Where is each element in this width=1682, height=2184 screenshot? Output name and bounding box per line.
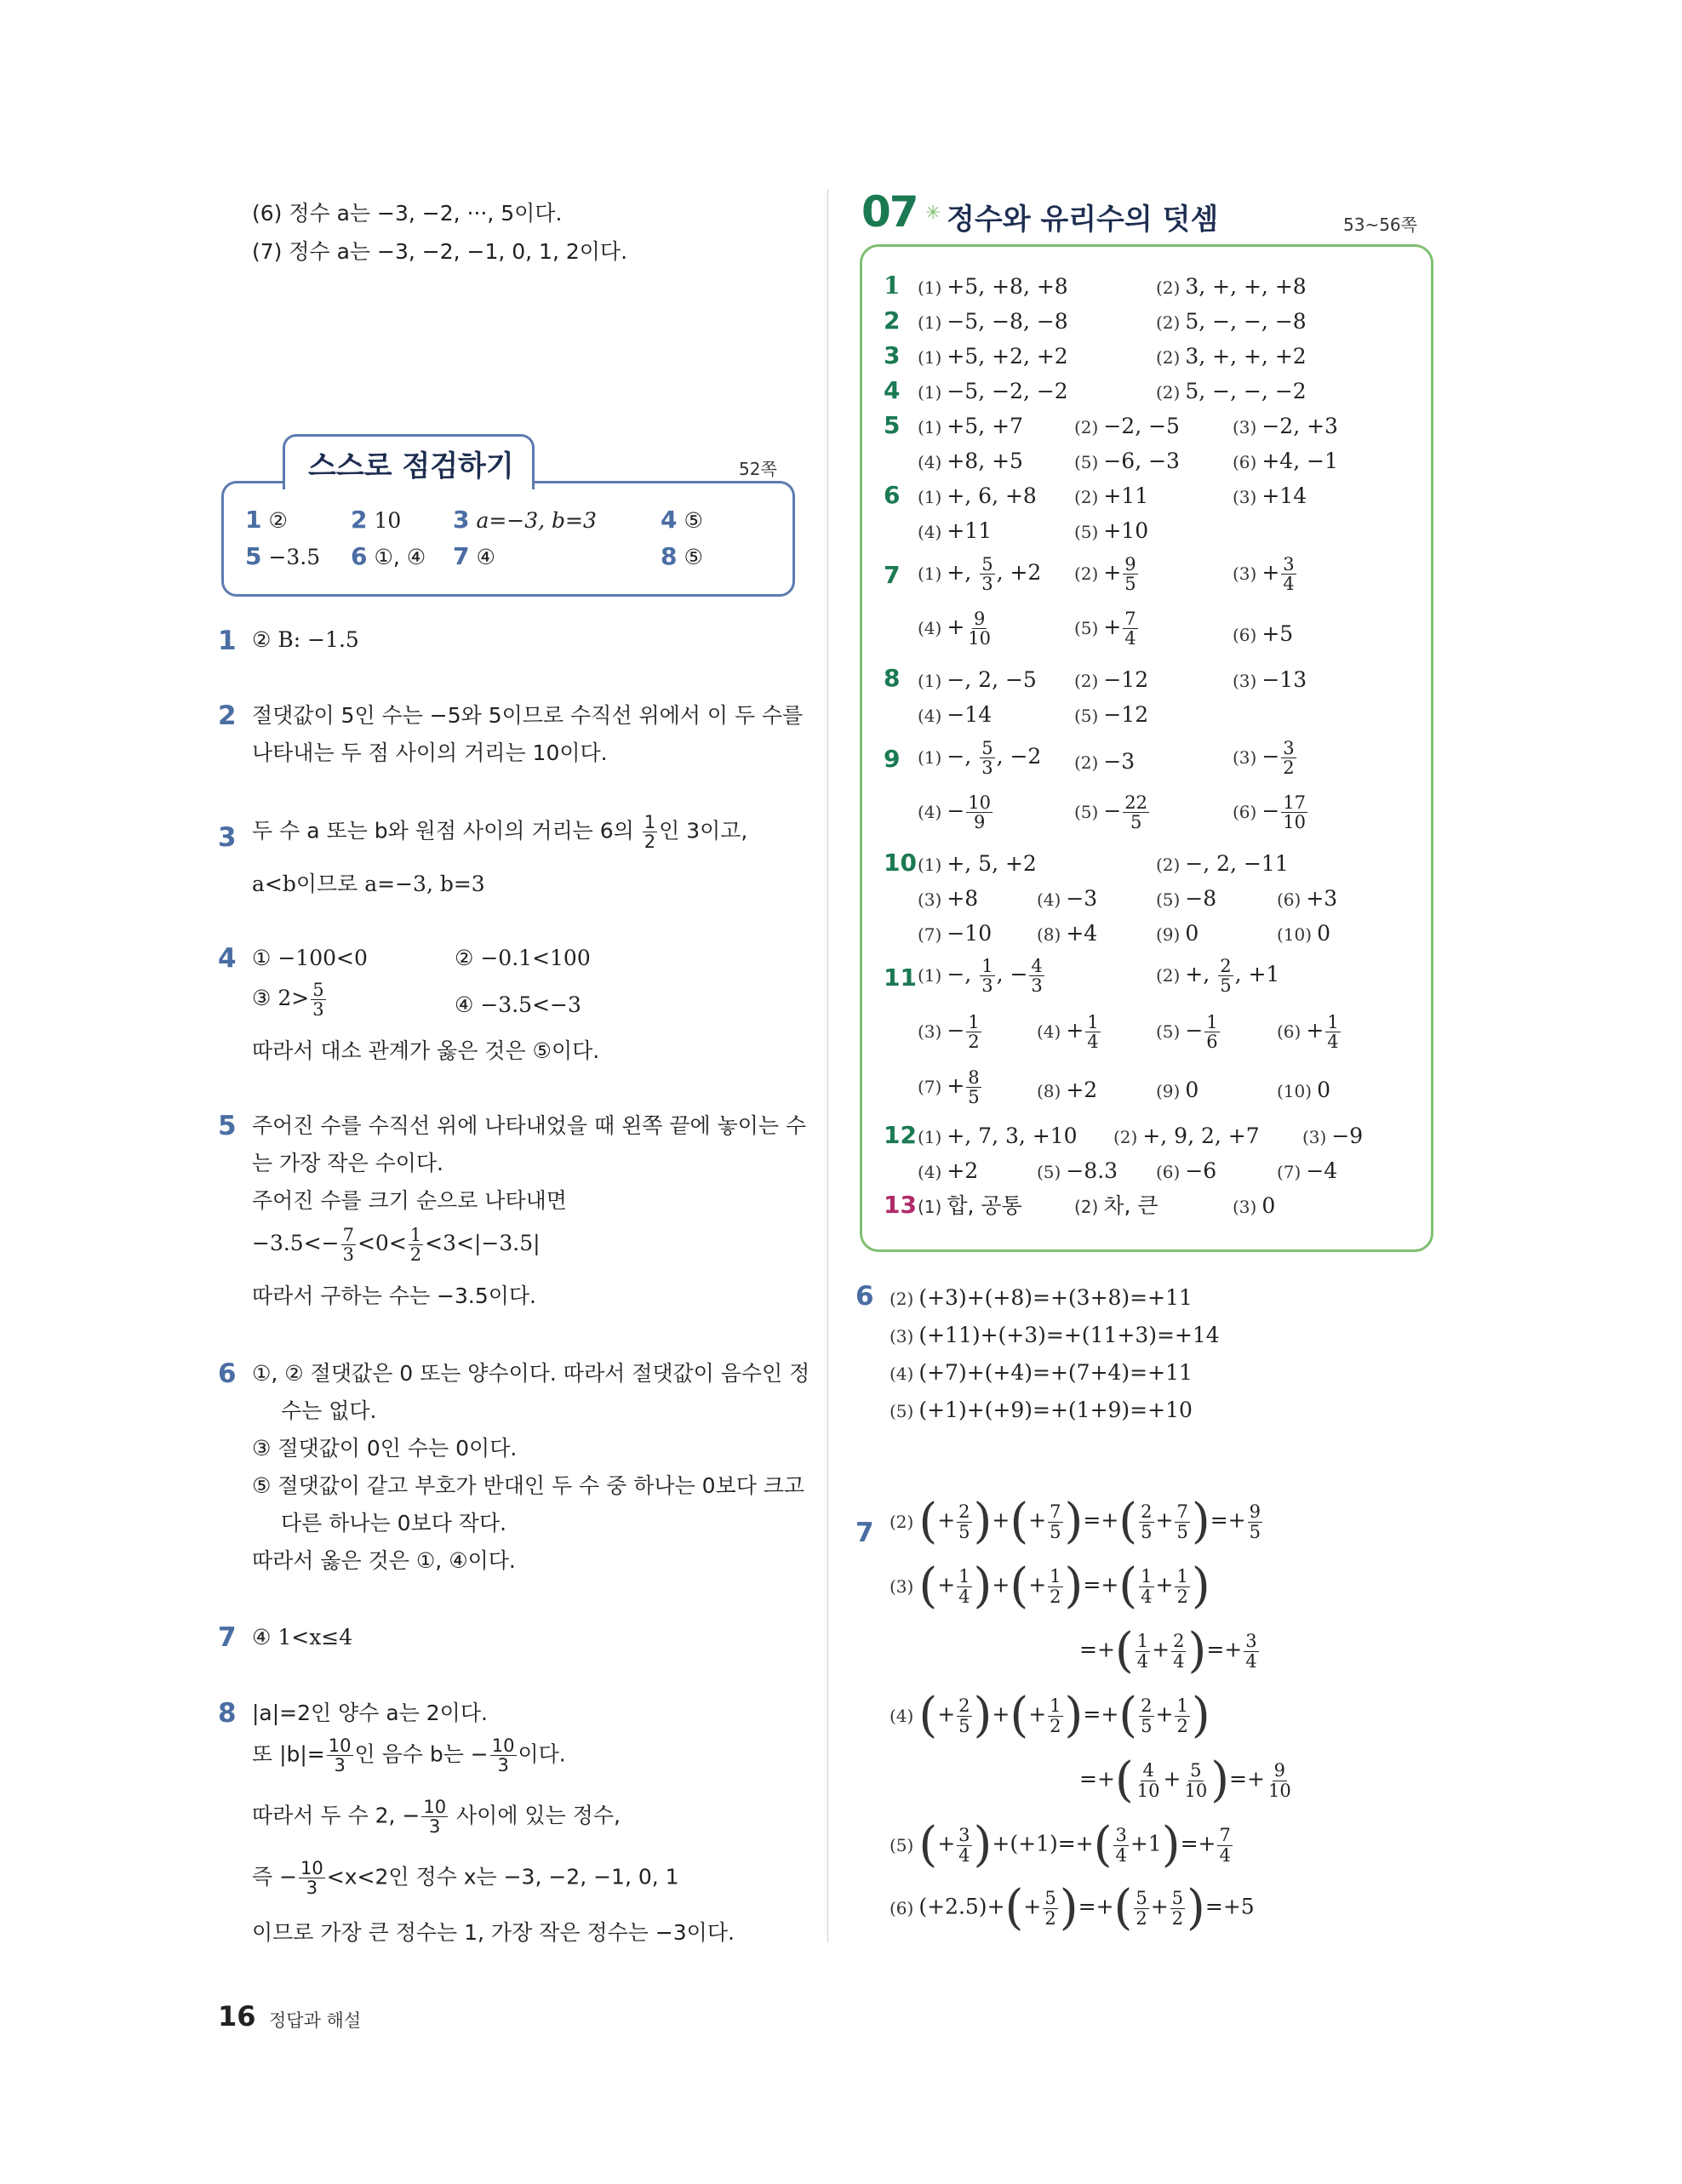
solution-text: 주어진 수를 크기 순으로 나타내면 bbox=[252, 1188, 567, 1213]
answer-item: (2) −3 bbox=[1074, 749, 1136, 774]
answer-item: (5) −6, −3 bbox=[1074, 449, 1180, 473]
answer-item: (6) −6 bbox=[1156, 1158, 1217, 1183]
top-line-7: (7) 정수 a는 −3, −2, −1, 0, 1, 2이다. bbox=[252, 239, 628, 264]
answer-item: (4) −3 bbox=[1037, 886, 1098, 911]
answer-item: (2) 3, +, +, +8 bbox=[1156, 274, 1307, 299]
solution-number: 7 bbox=[218, 1622, 237, 1653]
answer-item: (3) 0 bbox=[1233, 1193, 1276, 1218]
answer-item: (2) 3, +, +, +2 bbox=[1156, 344, 1307, 369]
answer-item: (3) −9 bbox=[1302, 1123, 1364, 1148]
check-answer: 8 ⑤ bbox=[661, 542, 703, 570]
solution-text: 또 |b|= $\frac{10}{3}$ 인 음수 b는 − $\frac{10}{3}$ 이다. bbox=[252, 1735, 566, 1776]
answer-item: (1) +5, +8, +8 bbox=[918, 274, 1068, 299]
equation-line: (6) (+2.5)+(+ $\frac{5}{2}$ )=+( $\frac{5}{2}$ + $\frac{5}{2}$ )=+5 bbox=[890, 1880, 1255, 1935]
solution-text: 따라서 두 수 2, − $\frac{10}{3}$ 사이에 있는 정수, bbox=[252, 1797, 621, 1838]
solution-text: 수는 없다. bbox=[281, 1398, 377, 1423]
solution-text: ④ 1<x≤4 bbox=[252, 1625, 353, 1649]
answer-item: (2) +, 9, 2, +7 bbox=[1113, 1123, 1260, 1148]
solution-text: (3) (+11)+(+3)=+(11+3)=+14 bbox=[890, 1323, 1220, 1347]
solution-text: 절댓값이 5인 수는 −5와 5이므로 수직선 위에서 이 두 수를 bbox=[252, 703, 804, 728]
solution-text: 즉 − $\frac{10}{3}$ <x<2인 정수 x는 −3, −2, −1, 0, 1 bbox=[252, 1858, 679, 1899]
solution-number: 3 bbox=[218, 822, 237, 853]
answer-item: (10) 0 bbox=[1277, 1078, 1330, 1102]
answer-item: (1) −5, −2, −2 bbox=[918, 379, 1068, 403]
solution-text: 따라서 구하는 수는 −3.5이다. bbox=[252, 1284, 536, 1308]
answer-item: (6) +4, −1 bbox=[1233, 449, 1338, 473]
answer-row-2: 2 bbox=[884, 306, 901, 334]
equation-line: (5) (+ $\frac{3}{4}$ )+(+1)=+( $\frac{3}{4}$ +1)=+ $\frac{7}{4}$ bbox=[890, 1817, 1231, 1872]
solution-number: 7 bbox=[855, 1518, 874, 1548]
answer-item: (4) + $\frac{9}{10}$ bbox=[918, 609, 992, 649]
answer-item: (5) − $\frac{1}{6}$ bbox=[1156, 1012, 1218, 1053]
answer-row-3: 3 bbox=[884, 341, 901, 369]
solution-text: 다른 하나는 0보다 작다. bbox=[281, 1511, 507, 1535]
answer-item: (8) +2 bbox=[1037, 1078, 1098, 1102]
answer-row-10: 10 bbox=[884, 849, 917, 877]
equation-line: (3) (+ $\frac{1}{4}$ )+(+ $\frac{1}{2}$ )=+( $\frac{1}{4}$ + $\frac{1}{2}$ ) bbox=[890, 1558, 1210, 1614]
section-title: 정수와 유리수의 덧셈 bbox=[947, 203, 1219, 237]
answer-item: (3) +8 bbox=[918, 886, 979, 911]
answer-item: (3) − $\frac{1}{2}$ bbox=[918, 1012, 980, 1053]
solution-text: |a|=2인 양수 a는 2이다. bbox=[252, 1701, 488, 1725]
answer-item: (1) −, $\frac{1}{3}$ , − $\frac{4}{3}$ bbox=[918, 956, 1043, 997]
solution-text: (2) (+3)+(+8)=+(3+8)=+11 bbox=[890, 1285, 1193, 1310]
solution-text: 이므로 가장 큰 정수는 1, 가장 작은 정수는 −3이다. bbox=[252, 1920, 735, 1945]
answer-item: (3) −2, +3 bbox=[1233, 414, 1338, 438]
solution-text: ④ −3.5<−3 bbox=[455, 992, 581, 1017]
solution-text: ⑤ 절댓값이 같고 부호가 반대인 두 수 중 하나는 0보다 크고 bbox=[252, 1473, 805, 1498]
answer-item: (5) −8 bbox=[1156, 886, 1217, 911]
equation-line: (2) (+ $\frac{2}{5}$ )+(+ $\frac{7}{5}$ )=+( $\frac{2}{5}$ + $\frac{7}{5}$ )=+ $\frac{9}{5}$ bbox=[890, 1494, 1261, 1549]
answer-item: (5) +10 bbox=[1074, 518, 1149, 543]
answer-item: (4) + $\frac{1}{4}$ bbox=[1037, 1012, 1099, 1053]
solution-text: ③ 2> $\frac{5}{3}$ bbox=[252, 980, 324, 1021]
answer-row-5: 5 bbox=[884, 411, 901, 439]
check-answer: 4 ⑤ bbox=[661, 506, 703, 534]
answer-item: (2) +, $\frac{2}{5}$ , +1 bbox=[1156, 956, 1280, 997]
answer-row-11: 11 bbox=[884, 963, 917, 992]
answer-item: (9) 0 bbox=[1156, 921, 1199, 946]
footer-label: 정답과 해설 bbox=[269, 2010, 362, 2031]
answer-item: (2) 5, −, −, −8 bbox=[1156, 309, 1307, 334]
self-check-box bbox=[221, 481, 795, 597]
top-line-6: (6) 정수 a는 −3, −2, ···, 5이다. bbox=[252, 201, 563, 226]
solution-number: 8 bbox=[218, 1698, 237, 1729]
solution-number: 1 bbox=[218, 626, 237, 656]
answer-item: (2) + $\frac{9}{5}$ bbox=[1074, 554, 1136, 595]
answer-item: (1) +, 6, +8 bbox=[918, 483, 1037, 508]
answer-item: (5) −8.3 bbox=[1037, 1158, 1118, 1183]
answer-item: (1) −, $\frac{5}{3}$ , −2 bbox=[918, 738, 1042, 779]
answer-item: (1) +, $\frac{5}{3}$ , +2 bbox=[918, 554, 1042, 595]
answer-row-9: 9 bbox=[884, 745, 901, 773]
star-icon: ✳ bbox=[925, 203, 941, 224]
solution-number: 2 bbox=[218, 700, 237, 731]
check-answer: 5 −3.5 bbox=[245, 542, 321, 570]
solution-number: 5 bbox=[218, 1111, 237, 1141]
answer-item: (2) −, 2, −11 bbox=[1156, 851, 1289, 876]
section-pages: 53~56쪽 bbox=[1343, 214, 1417, 235]
check-answer: 3 a=−3, b=3 bbox=[453, 506, 597, 534]
column-divider bbox=[827, 189, 828, 1942]
self-check-page: 52쪽 bbox=[739, 459, 777, 479]
answer-item: (6) − $\frac{17}{10}$ bbox=[1233, 792, 1307, 833]
answer-row-4: 4 bbox=[884, 376, 901, 404]
check-answer: 6 ①, ④ bbox=[351, 542, 426, 570]
answer-item: (5) + $\frac{7}{4}$ bbox=[1074, 609, 1136, 649]
answer-item: (8) +4 bbox=[1037, 921, 1098, 946]
solution-number: 6 bbox=[855, 1281, 874, 1312]
solution-text: ①, ② 절댓값은 0 또는 양수이다. 따라서 절댓값이 음수인 정 bbox=[252, 1361, 810, 1386]
answer-row-13: 13 bbox=[884, 1191, 917, 1219]
answer-item: (1) 합, 공통 bbox=[918, 1193, 1022, 1218]
answer-item: (7) + $\frac{8}{5}$ bbox=[918, 1067, 980, 1108]
answer-item: (1) −, 2, −5 bbox=[918, 667, 1037, 692]
answer-item: (2) +11 bbox=[1074, 483, 1149, 508]
answer-item: (2) −12 bbox=[1074, 667, 1149, 692]
answer-item: (6) + $\frac{1}{4}$ bbox=[1277, 1012, 1339, 1053]
answer-item: (7) −10 bbox=[918, 921, 993, 946]
answer-item: (2) 차, 큰 bbox=[1074, 1193, 1159, 1218]
answer-item: (1) +5, +2, +2 bbox=[918, 344, 1068, 369]
answer-item: (4) +11 bbox=[918, 518, 993, 543]
answer-item: (5) −12 bbox=[1074, 702, 1149, 727]
answer-item: (9) 0 bbox=[1156, 1078, 1199, 1102]
solution-text: 따라서 대소 관계가 옳은 것은 ⑤이다. bbox=[252, 1038, 600, 1063]
solution-text: ③ 절댓값이 0인 수는 0이다. bbox=[252, 1436, 518, 1461]
solution-text: 주어진 수를 수직선 위에 나타내었을 때 왼쪽 끝에 놓이는 수 bbox=[252, 1113, 807, 1138]
answer-item: (3) +14 bbox=[1233, 483, 1307, 508]
solution-text: 두 수 a 또는 b와 원점 사이의 거리는 6의 $\frac{1}{2}$ 인 3이고, bbox=[252, 812, 748, 853]
solution-text: ② B: −1.5 bbox=[252, 627, 359, 652]
answer-row-7: 7 bbox=[884, 561, 901, 589]
answer-item: (4) +2 bbox=[918, 1158, 979, 1183]
solution-text: (4) (+7)+(+4)=+(7+4)=+11 bbox=[890, 1360, 1193, 1385]
check-answer: 7 ④ bbox=[453, 542, 495, 570]
answer-item: (3) − $\frac{3}{2}$ bbox=[1233, 738, 1295, 779]
solution-text: ① −100<0 bbox=[252, 946, 368, 970]
check-answer: 2 10 bbox=[351, 506, 402, 534]
solution-number: 6 bbox=[218, 1358, 237, 1389]
answer-row-8: 8 bbox=[884, 664, 901, 692]
answer-item: (6) +3 bbox=[1277, 886, 1338, 911]
solution-text: −3.5<− $\frac{7}{3}$ <0< $\frac{1}{2}$ <3<|−3.5| bbox=[252, 1225, 541, 1266]
solution-text: 는 가장 작은 수이다. bbox=[252, 1151, 443, 1175]
equation-line: (4) (+ $\frac{2}{5}$ )+(+ $\frac{1}{2}$ )=+( $\frac{2}{5}$ + $\frac{1}{2}$ ) bbox=[890, 1688, 1210, 1743]
check-answer: 1 ② bbox=[245, 506, 288, 534]
solution-text: 따라서 옳은 것은 ①, ④이다. bbox=[252, 1548, 516, 1573]
answer-item: (4) − $\frac{10}{9}$ bbox=[918, 792, 992, 833]
answer-item: (1) +, 5, +2 bbox=[918, 851, 1037, 876]
answer-row-12: 12 bbox=[884, 1121, 917, 1149]
answer-item: (1) +, 7, 3, +10 bbox=[918, 1123, 1078, 1148]
answer-item: (1) +5, +7 bbox=[918, 414, 1023, 438]
equation-line: =+( $\frac{4}{10}$ + $\frac{5}{10}$ )=+ $\frac{9}{10}$ bbox=[1079, 1752, 1291, 1808]
self-check-title: 스스로 점검하기 bbox=[308, 449, 514, 483]
answer-item: (2) −2, −5 bbox=[1074, 414, 1180, 438]
answer-item: (7) −4 bbox=[1277, 1158, 1338, 1183]
section-number: 07 bbox=[861, 187, 918, 237]
answer-item: (4) +8, +5 bbox=[918, 449, 1023, 473]
answer-item: (4) −14 bbox=[918, 702, 993, 727]
answer-item: (5) − $\frac{22}{5}$ bbox=[1074, 792, 1148, 833]
answer-item: (6) +5 bbox=[1233, 621, 1294, 646]
answer-item: (3) + $\frac{3}{4}$ bbox=[1233, 554, 1295, 595]
answer-row-6: 6 bbox=[884, 481, 901, 509]
solution-number: 4 bbox=[218, 943, 237, 974]
answer-item: (10) 0 bbox=[1277, 921, 1330, 946]
answer-item: (3) −13 bbox=[1233, 667, 1307, 692]
solution-text: a<b이므로 a=−3, b=3 bbox=[252, 872, 485, 896]
solution-text: (5) (+1)+(+9)=+(1+9)=+10 bbox=[890, 1398, 1193, 1422]
answer-row-1: 1 bbox=[884, 272, 901, 300]
answer-item: (2) 5, −, −, −2 bbox=[1156, 379, 1307, 403]
solution-text: 나타내는 두 점 사이의 거리는 10이다. bbox=[252, 740, 608, 765]
answer-item: (1) −5, −8, −8 bbox=[918, 309, 1068, 334]
page-number: 16 bbox=[218, 2000, 256, 2032]
equation-line: =+( $\frac{1}{4}$ + $\frac{2}{4}$ )=+ $\frac{3}{4}$ bbox=[1079, 1623, 1257, 1678]
solution-text: ② −0.1<100 bbox=[455, 946, 591, 970]
